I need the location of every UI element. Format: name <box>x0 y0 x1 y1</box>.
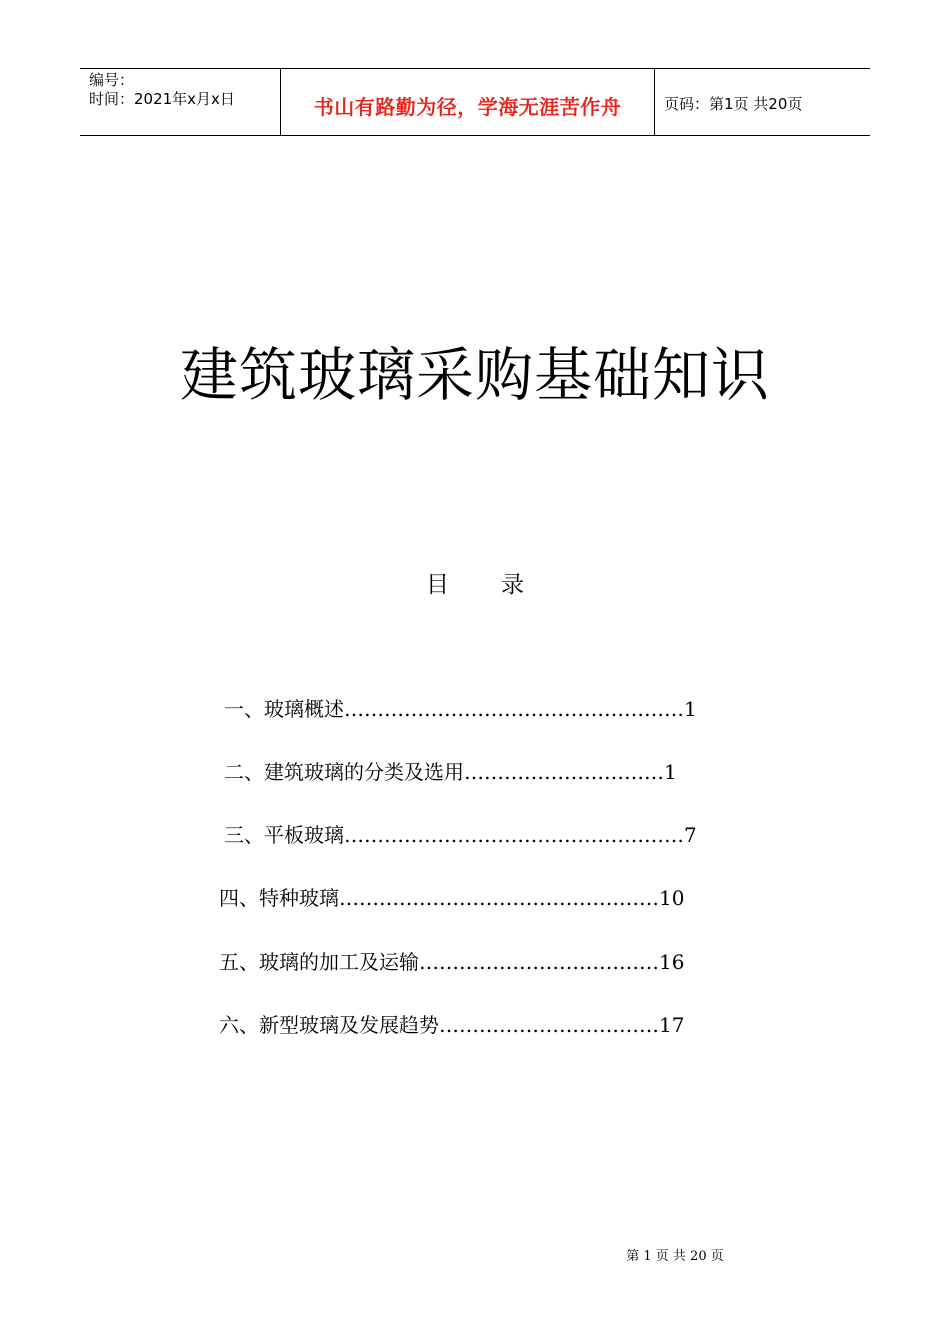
document-title: 建筑玻璃采购基础知识 <box>179 341 770 409</box>
toc-heading-right: 录 <box>501 572 524 598</box>
header-meta-cell <box>80 69 281 135</box>
time-label: 时间：2021年x月x日 <box>89 90 235 108</box>
number-label: 编号： <box>89 71 135 89</box>
header-table <box>80 68 870 136</box>
page-code: 页码：第1页 共20页 <box>664 94 803 113</box>
toc-item[interactable]: 五、玻璃的加工及运输………………………………16 <box>219 950 685 974</box>
toc-item[interactable]: 三、平板玻璃……………………………………………7 <box>224 823 697 847</box>
toc-item[interactable]: 一、玻璃概述……………………………………………1 <box>224 697 697 721</box>
toc-heading <box>0 566 950 599</box>
page-footer <box>0 1245 950 1264</box>
toc-item[interactable]: 六、新型玻璃及发展趋势……………………………17 <box>219 1013 685 1037</box>
toc-item[interactable]: 二、建筑玻璃的分类及选用…………………………1 <box>224 760 677 784</box>
header-motto-cell <box>281 69 655 135</box>
footer-page-number: 第 1 页 共 20 页 <box>626 1249 724 1264</box>
header-page-cell <box>655 69 870 135</box>
toc-item[interactable]: 四、特种玻璃…………………………………………10 <box>219 886 685 910</box>
toc-heading-left: 目 <box>426 572 449 598</box>
motto-text: 书山有路勤为径，学海无涯苦作舟 <box>313 94 622 119</box>
